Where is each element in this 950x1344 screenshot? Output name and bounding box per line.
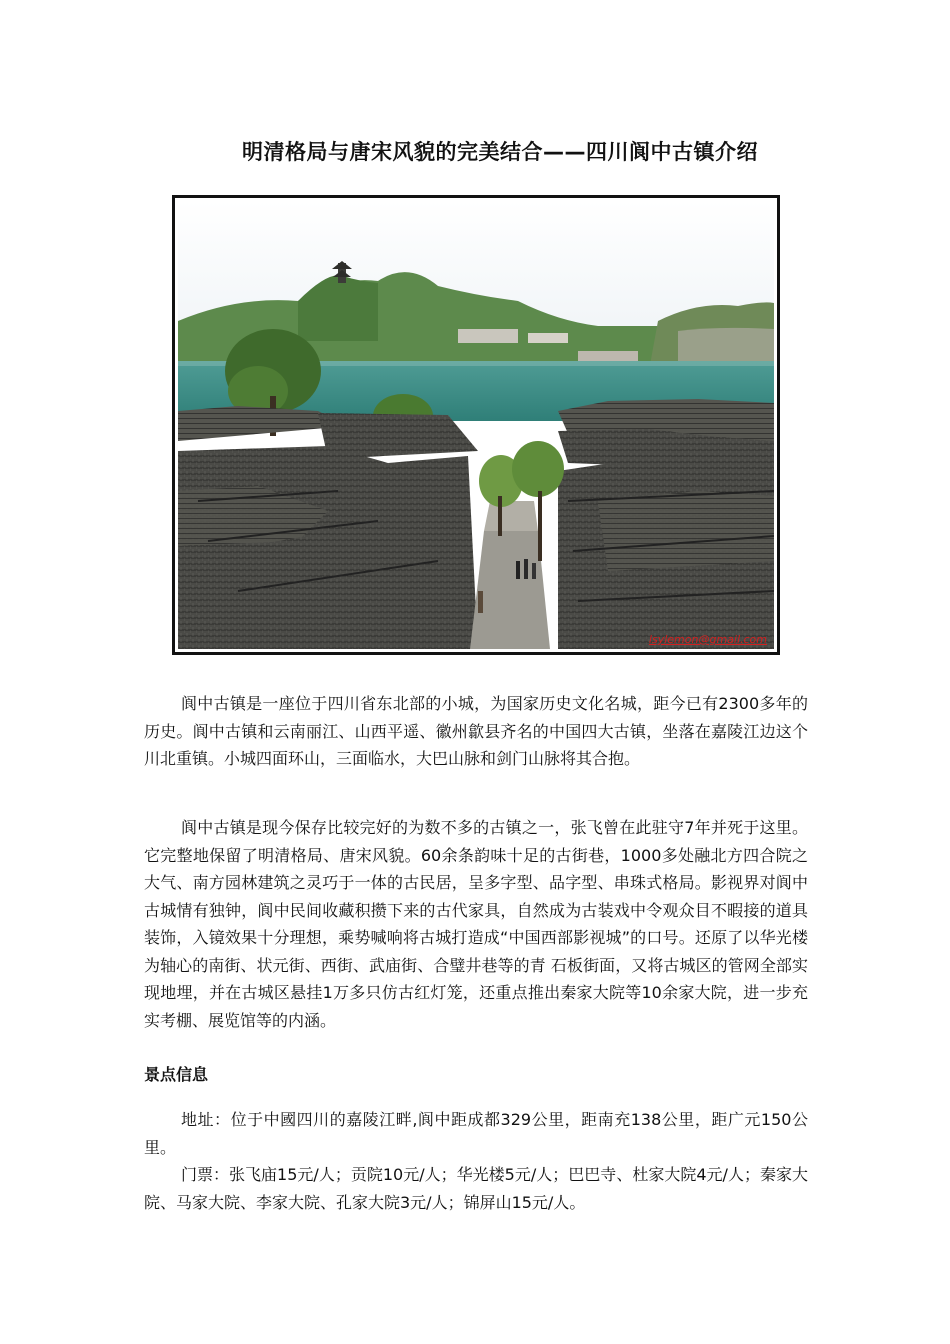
section-heading: 景点信息 <box>144 1065 209 1084</box>
page-title: 明清格局与唐宋风貌的完美结合——四川阆中古镇介绍 <box>242 140 758 164</box>
photo-watermark: lsylemon@gmail.com <box>648 633 767 646</box>
paragraph-intro: 阆中古镇是一座位于四川省东北部的小城，为国家历史文化名城，距今已有2300多年的历史。阆中古镇和云南丽江、山西平遥、徽州歙县齐名的中国四大古镇，坐落在嘉陵江边这个川北重镇。小城四面环山，三面临水，大巴山脉和剑门山脉将其合抱。 <box>144 694 808 768</box>
town-photo-illustration <box>178 201 774 649</box>
intro-paragraph-container <box>144 690 808 773</box>
info-tickets: 门票：张飞庙15元/人；贡院10元/人；华光楼5元/人；巴巴寺、杜家大院4元/人；秦家大院、马家大院、李家大院、孔家大院3元/人；锦屏山15元/人。 <box>144 1165 808 1212</box>
info-container <box>144 1106 808 1216</box>
info-address: 地址：位于中國四川的嘉陵江畔,阆中距成都329公里，距南充138公里，距广元150公里。 <box>144 1110 808 1157</box>
photo-ancient-town <box>172 195 780 655</box>
paragraph-history: 阆中古镇是现今保存比较完好的为数不多的古镇之一，张飞曾在此驻守7年并死于这里。它完整地保留了明清格局、唐宋风貌。60余条韵味十足的古街巷，1000多处融北方四合院之大气、南方园林建筑之灵巧于一体的古民居，呈多字型、品字型、串珠式格局。影视界对阆中古城情有独钟，阆中民间收藏积攒下来的古代家具，自然成为古装戏中令观众目不暇接的道具装饰，入镜效果十分理想，乘势喊响将古城打造成“中国西部影视城”的口号。还原了以华光楼为轴心的南街、状元街、西街、武庙街、合璧井巷等的青 石板街面，又将古城区的管网全部实现地埋，并在古城区悬挂1万多只仿古红灯笼，还重点推出秦家大院等10余家大院，进一步充实考棚、展览馆等的内涵。 <box>144 818 808 1030</box>
history-paragraph-container <box>144 814 808 1034</box>
